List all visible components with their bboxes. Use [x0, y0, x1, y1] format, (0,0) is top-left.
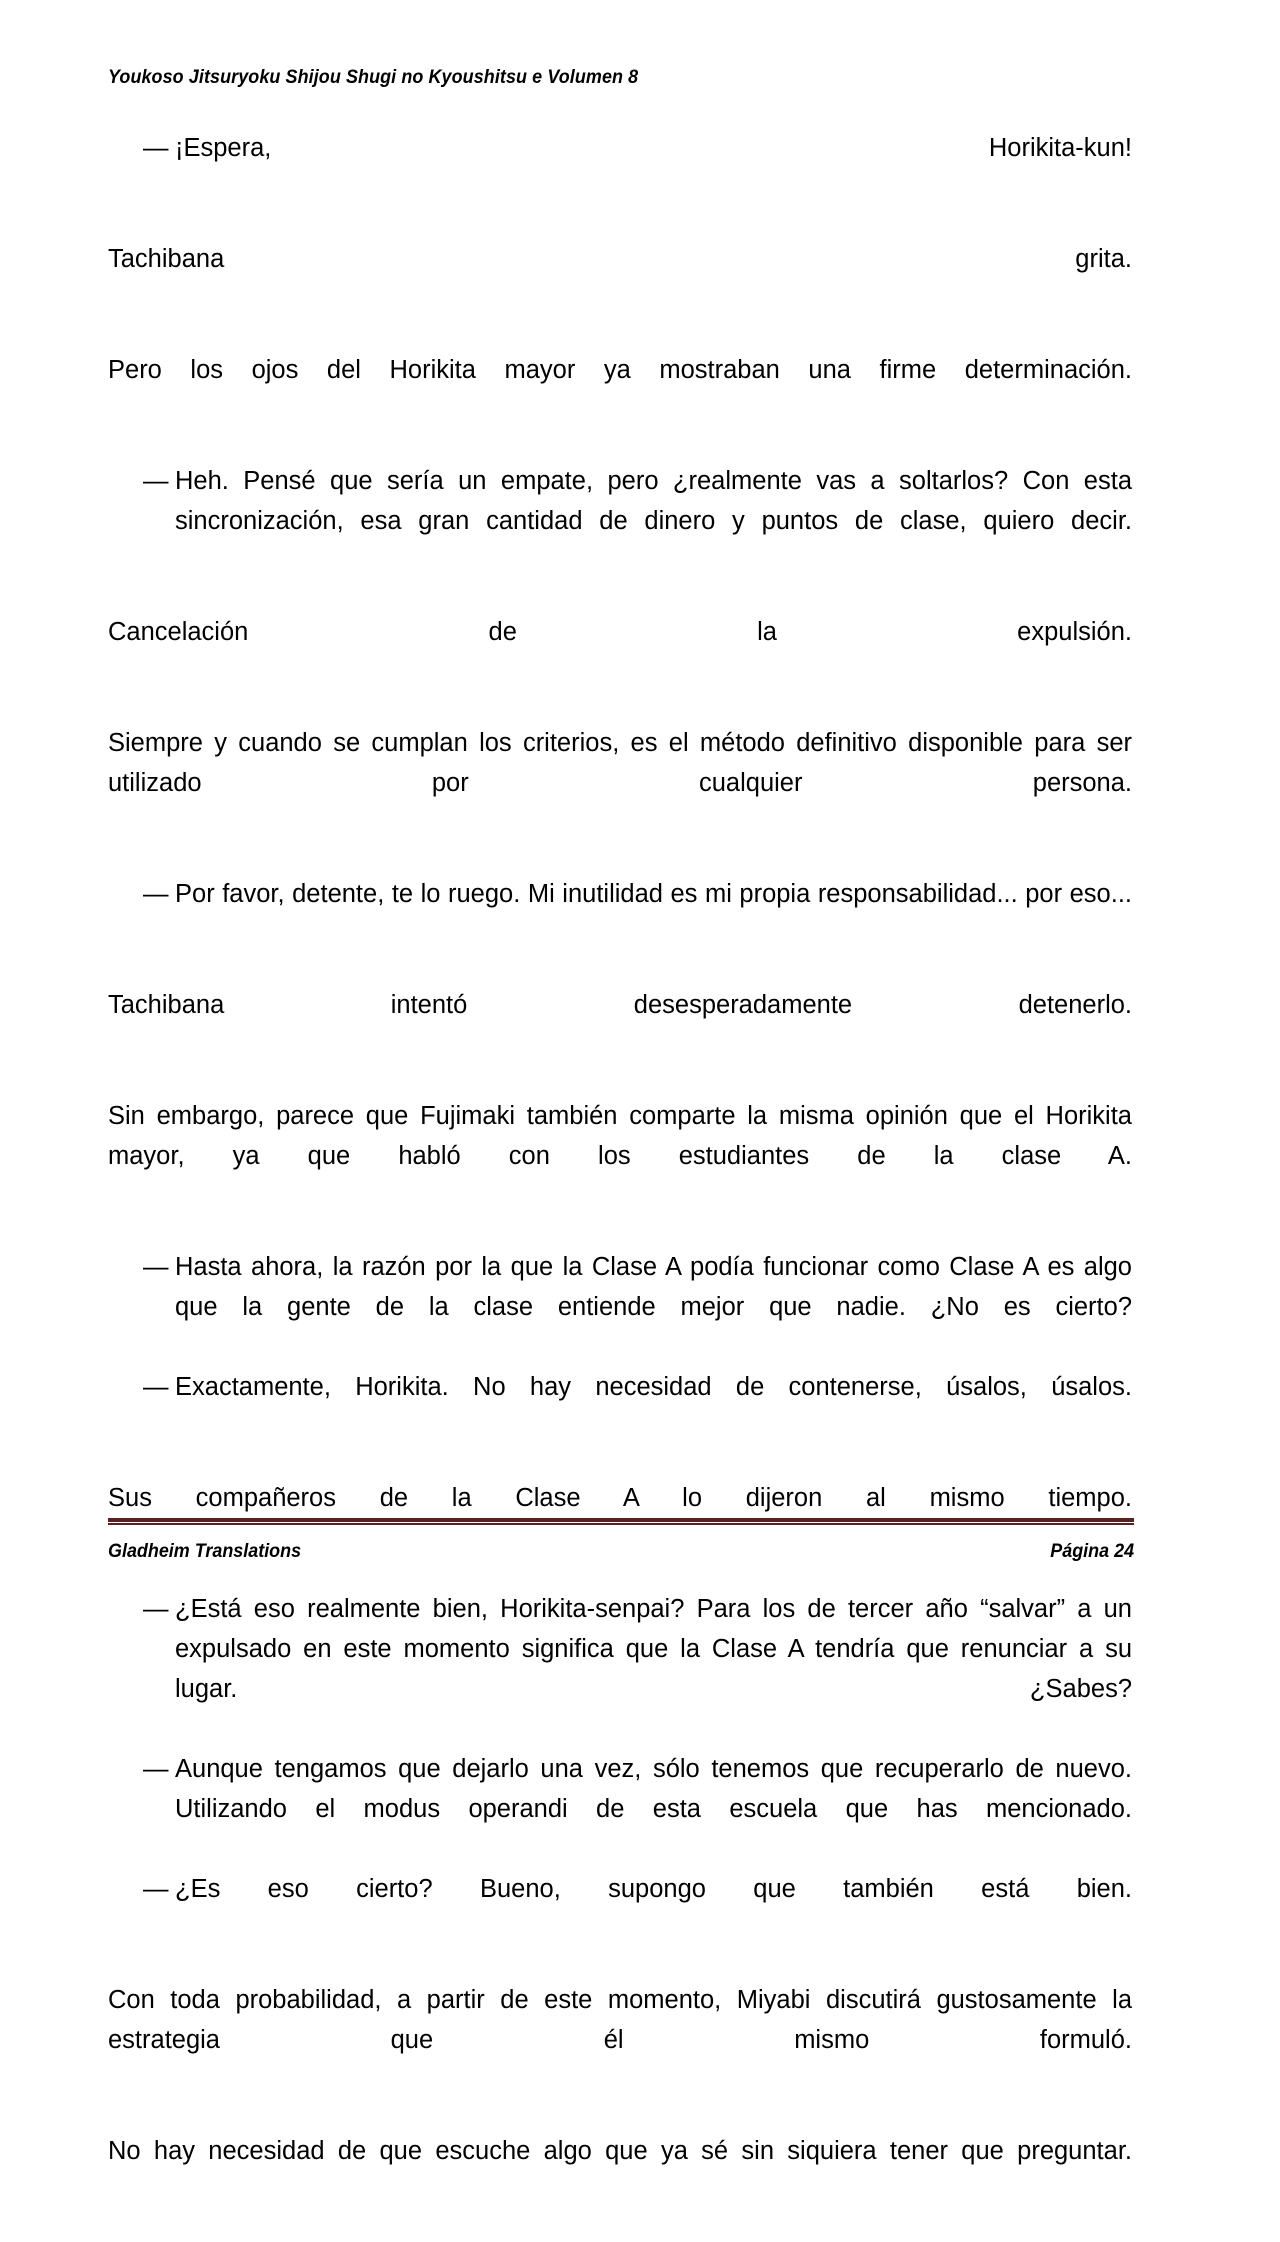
dialogue-text: ¿Es eso cierto? Bueno, supongo que también está bien. [175, 1875, 1132, 1903]
dialogue-line [143, 1869, 1132, 1949]
dialogue-block [108, 1247, 1132, 1447]
body-paragraph: Cancelación de la expulsión. [108, 618, 1132, 646]
dialogue-line [143, 1589, 1132, 1749]
page-footer [108, 1540, 1134, 1563]
body-paragraph: No hay necesidad de que escuche algo que ya sé sin siquiera tener que preguntar. [108, 2137, 1132, 2165]
em-dash-marker: — [143, 1253, 169, 1281]
dialogue-block [108, 1589, 1132, 1949]
book-title: Youkoso Jitsuryoku Shijou Shugi no Kyoushitsu e Volumen 8 [108, 66, 639, 88]
dialogue-block [108, 461, 1132, 581]
page-number: Página 24 [1050, 1540, 1134, 1562]
dialogue-text: Exactamente, Horikita. No hay necesidad de contenerse, úsalos, úsalos. [175, 1373, 1132, 1401]
dialogue-line [143, 874, 1132, 954]
footer-rule-thin [108, 1523, 1134, 1525]
page-body [108, 128, 1132, 2242]
dialogue-block [108, 128, 1132, 208]
dialogue-line [143, 1749, 1132, 1869]
dialogue-text: Por favor, detente, te lo ruego. Mi inutilidad es mi propia responsabilidad... por eso... [175, 880, 1132, 908]
translator-credit: Gladheim Translations [108, 1540, 302, 1562]
em-dash-marker: — [143, 880, 169, 908]
body-paragraph: Siempre y cuando se cumplan los criterios, es el método definitivo disponible para ser utilizado por cualquier persona. [108, 729, 1132, 797]
dialogue-line [143, 1367, 1132, 1447]
em-dash-marker: — [143, 134, 169, 162]
dialogue-block [108, 874, 1132, 954]
dialogue-text: ¿Está eso realmente bien, Horikita-senpai? Para los de tercer año “salvar” a un expulsado en este momento significa que la Clase A tendría que renunciar a su lugar. ¿Sabes? [175, 1595, 1132, 1703]
dialogue-line [143, 128, 1132, 208]
dialogue-text: ¡Espera, Horikita-kun! [175, 134, 1132, 162]
dialogue-line [143, 1247, 1132, 1367]
em-dash-marker: — [143, 1875, 169, 1903]
body-paragraph: Tachibana grita. [108, 245, 1132, 273]
body-paragraph: Con toda probabilidad, a partir de este momento, Miyabi discutirá gustosamente la estrategia que él mismo formuló. [108, 1986, 1132, 2054]
em-dash-marker: — [143, 1755, 169, 1783]
dialogue-text: Hasta ahora, la razón por la que la Clase A podía funcionar como Clase A es algo que la gente de la clase entiende mejor que nadie. ¿No es cierto? [175, 1253, 1132, 1321]
body-paragraph: Sin embargo, parece que Fujimaki también comparte la misma opinión que el Horikita mayor, ya que habló con los estudiantes de la clase A. [108, 1102, 1132, 1170]
em-dash-marker: — [143, 467, 169, 495]
body-paragraph: Tachibana intentó desesperadamente detenerlo. [108, 991, 1132, 1019]
dialogue-text: Heh. Pensé que sería un empate, pero ¿realmente vas a soltarlos? Con esta sincronización, esa gran cantidad de dinero y puntos de clase, quiero decir. [175, 467, 1132, 535]
body-paragraph: Sus compañeros de la Clase A lo dijeron al mismo tiempo. [108, 1484, 1132, 1512]
page-header [108, 66, 1134, 89]
dialogue-line [143, 461, 1132, 581]
footer-divider [108, 1518, 1134, 1524]
em-dash-marker: — [143, 1373, 169, 1401]
em-dash-marker: — [143, 1595, 169, 1623]
dialogue-text: Aunque tengamos que dejarlo una vez, sólo tenemos que recuperarlo de nuevo. Utilizando el modus operandi de esta escuela que has mencionado. [175, 1755, 1132, 1823]
body-paragraph: Pero los ojos del Horikita mayor ya mostraban una firme determinación. [108, 356, 1132, 384]
